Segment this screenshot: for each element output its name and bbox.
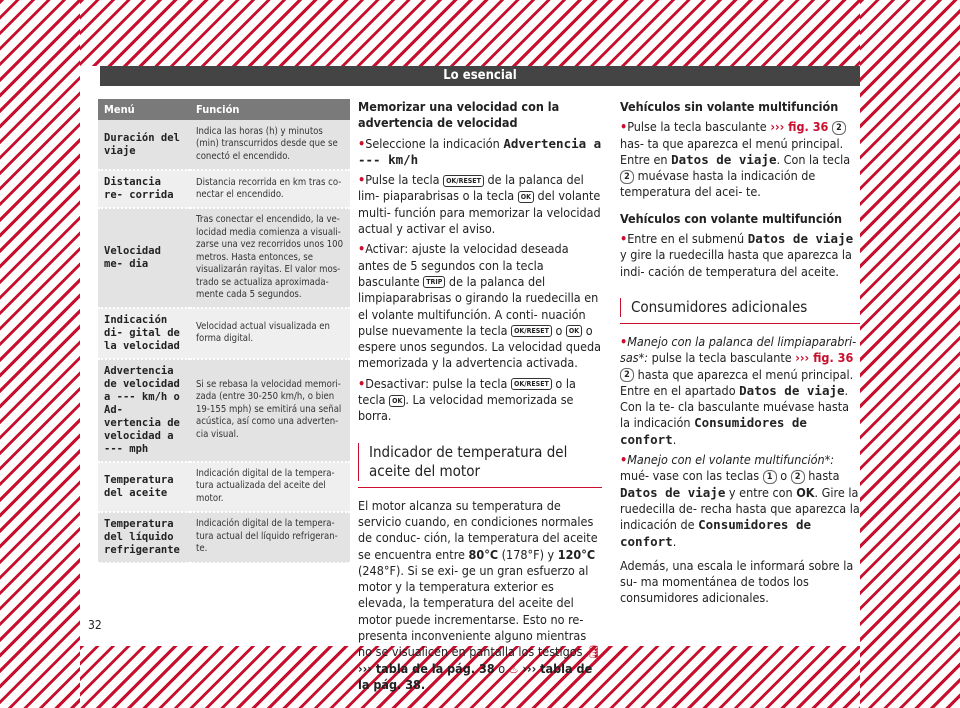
divider [620,323,860,324]
trip-key-icon: TRIP [423,276,445,288]
ok-key-icon: OK [518,191,534,203]
function-cell: Indicación digital de la tempera- tura actual del líquido refrigeran- te. [190,512,350,563]
step-mf: • Entre en el submenú Datos de viaje y gire la ruedecilla hasta que aparezca la indi- cación de temperatura del aceite. [620,231,860,280]
table-link[interactable]: ››› tabla de la pág. 38 [358,660,495,676]
menu-cell: Velocidad me- dia [98,208,190,308]
menu-cell: Duración del viaje [98,120,190,170]
menu-cell: Advertencia de velocidad a --- km/h o Ad- vertencia de velocidad a --- mph [98,359,190,462]
step-press: • Pulse la tecla OK/RESET de la palanca del lim- piaparabrisas o la tecla OK del volante multi- función para memorizar la velocidad actual y activar el aviso. [358,172,602,237]
middle-column [358,99,602,697]
column-header: Función [190,99,350,120]
hatch-right [860,0,960,708]
hatch-top [80,0,860,66]
function-cell: Indicación digital de la tempera- tura actualizada del aceite del motor. [190,462,350,512]
table-link[interactable]: ››› tabla de la pág. 38. [358,660,593,692]
menu-cell: Temperatura del líquido refrigerante [98,512,190,563]
right-column [620,99,860,611]
ok-key-icon: OK [566,325,582,337]
callout-2-icon: 2 [832,121,846,135]
column-header: Menú [98,99,190,120]
callout-2-icon: 2 [620,368,634,382]
function-cell: Indica las horas (h) y minutos (min) transcurridos desde que se conectó el encendido. [190,120,350,170]
function-cell: Distancia recorrida en km tras co- nectar el encendido. [190,170,350,208]
step-select: • Seleccione la indicación Advertencia a --- km/h [358,136,602,169]
subheading: Memorizar una velocidad con la advertencia de velocidad [358,99,560,131]
step-deactivate: • Desactivar: pulse la tecla OK/RESET o la tecla OK . La velocidad memorizada se borra. [358,376,602,425]
ok-key-icon: OK [389,395,405,407]
function-cell: Velocidad actual visualizada en forma digital. [190,308,350,359]
section-title-oil: Indicador de temperatura del aceite del motor [358,443,602,481]
table-row [98,208,350,308]
consumers-paragraph: Además, una escala le informará sobre la su- ma momentánea de todos los consumidores adicionales. [620,557,854,606]
menu-cell: Distancia re- corrida [98,170,190,208]
figure-link[interactable]: ››› fig. 36 [795,350,854,366]
menu-cell: Temperatura del aceite [98,462,190,512]
menu-cell: Indicación di- gital de la velocidad [98,308,190,359]
callout-1-icon: 1 [763,470,777,484]
subheading: Vehículos sin volante multifunción [620,99,839,114]
section-title-consumers: Consumidores adicionales [620,298,860,317]
temperature-warning-icon: ♨ [508,660,519,676]
page-number: 32 [88,618,102,632]
table-row [98,120,350,170]
table-row [98,462,350,512]
table-row [98,512,350,563]
oil-paragraph: El motor alcanza su temperatura de servicio cuando, en condiciones normales de conduc- ción, la temperatura del aceite se encuentra entre 80°C (178°F) y 120°C (248°F). Si se exi- ge un gran esfuerzo al motor y la temperatura exterior es elevada, la temperatura del aceite del motor puede incrementarse. Esto no re- presenta inconveniente alguno mientras no se visualicen en pantalla los testigos 🛢 ››› tabla de la pág. 38 o ♨ ››› tabla de la pág. 38. [358,497,602,692]
okreset-key-icon: OK/RESET [511,325,552,337]
okreset-key-icon: OK/RESET [511,378,552,390]
figure-link[interactable]: ››› fig. 36 [770,119,829,135]
step-wheel: • Manejo con el volante multifunción*: mué- vase con las teclas 1 o 2 hasta Datos de viaje y entre con OK. Gire la ruedecilla de- recha hasta que aparezca la indicación de Consumidores de confort. [620,452,860,550]
section-header: Lo esencial [100,66,860,86]
hatch-left [0,0,80,708]
function-cell: Si se rebasa la velocidad memori- zada (entre 30-250 km/h, o bien 19-155 mph) se emitirá una señal acústica, así como una adverten- cia visual. [190,359,350,462]
step-no-mf: • Pulse la tecla basculante ››› fig. 36 2 has- ta que aparezca el menú principal. Entre en Datos de viaje. Con la tecla 2 muévase hasta la indicación de temperatura del acei- te. [620,119,860,200]
divider [358,487,602,488]
function-cell: Tras conectar el encendido, la ve- locidad media comienza a visuali- zarse una vez recorridos unos 100 metros. Hasta entonces, se visualizarán rayitas. El valor mos- trado se actualiza aproximada- mente cada 5 segundos. [190,208,350,308]
step-activate: • Activar: ajuste la velocidad deseada antes de 5 segundos con la tecla basculante TRIP de la palanca del limpiaparabrisas o girando la ruedecilla en el volante multifunción. A conti- nuación pulse nuevamente la tecla OK/RESET o OK o espere unos segundos. La velocidad queda memorizada y la advertencia activada. [358,241,602,371]
table-header-row [98,99,350,120]
subheading: Vehículos con volante multifunción [620,210,843,226]
table-row [98,170,350,208]
oil-warning-icon: 🛢 [586,644,602,660]
table-row [98,308,350,359]
trip-menu-table [98,99,350,564]
step-lever: • Manejo con la palanca del limpiaparabri- sas*: pulse la tecla basculante ››› fig. 36 2 hasta que aparezca el menú principal. Entre en el apartado Datos de viaje. Con la te- cla basculante muévase hasta la indicación Consumidores de confort. [620,334,860,448]
okreset-key-icon: OK/RESET [443,175,484,187]
callout-2-icon: 2 [791,470,805,484]
callout-2-icon: 2 [620,170,634,184]
table-row [98,359,350,462]
